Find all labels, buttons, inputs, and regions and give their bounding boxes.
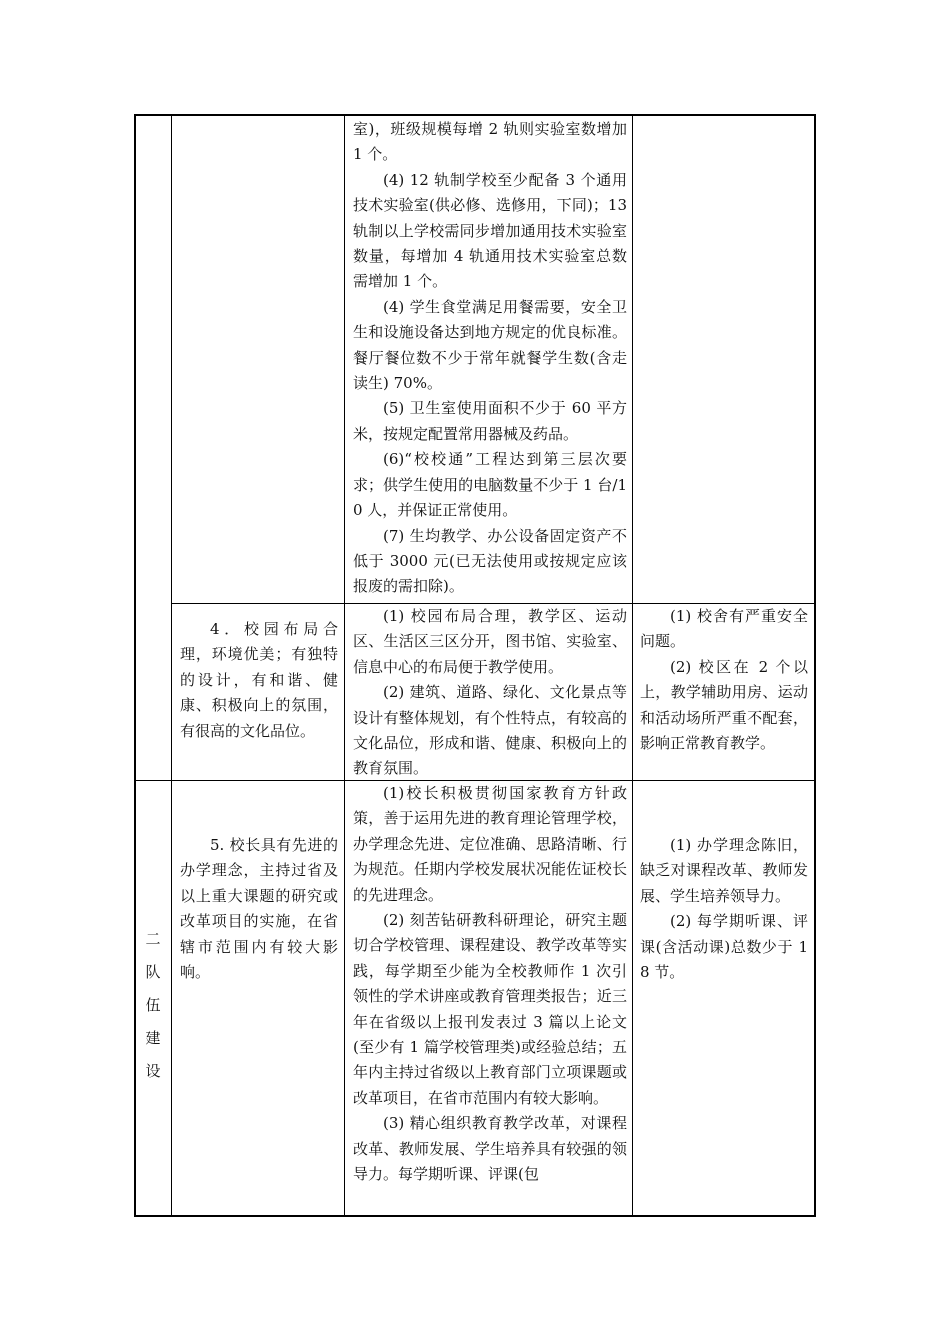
table-col-divider-2 [344,114,345,1216]
requirement-text: 室)，班级规模每增 2 轨则实验室数增加 1 个。 [353,120,627,164]
veto-text: (2) 每学期听课、评课(含活动课)总数少于 18 节。 [640,912,808,982]
requirement-text: (4) 12 轨制学校至少配备 3 个通用技术实验室(供必修、选修用，下同)；13 轨制以上学校需同步增加通用技术实验室数量，每增加 4 轨通用技术实验室总数需增加 1 个。 [353,170,627,291]
requirement-text: (3) 精心组织教育教学改革，对课程改革、教师发展、学生培养具有较强的领导力。每学期听课、评课(包 [353,1114,627,1184]
table-border-top [134,114,816,116]
item4-vetoes-cell [640,604,808,756]
item5-vetoes-cell [640,833,808,985]
veto-text: (1) 办学理念陈旧，缺乏对课程改革、教师发展、学生培养领导力。 [640,836,808,905]
section-label-char: 设 [145,1062,161,1080]
section-label-char: 二 [145,930,161,948]
table-col-divider-1 [171,114,172,1216]
requirement-text: (2) 刻苦钻研教科研理论，研究主题切合学校管理、课程建设、教学改革等实践，每学期至少能为全校教师作 1 次引领性的学术讲座或教育管理类报告；近三年在省级以上报刊发表过 3 篇以上论文(至少有 1 篇学校管理类)或经验总结；五年内主持过省级以上教育部门立项课题或改革项目，在省市范围内有较大影响。 [353,911,627,1107]
item4-requirements-cell [353,604,627,782]
requirement-text: (2) 建筑、道路、绿化、文化景点等设计有整体规划，有个性特点，有较高的文化品位，形成和谐、健康、积极向上的教育氛围。 [353,683,627,778]
table-col-divider-3 [632,114,633,1216]
requirement-text: (1)校长积极贯彻国家教育方针政策，善于运用先进的教育理论管理学校，办学理念先进、定位准确、思路清晰、行为规范。任期内学校发展状况能佐证校长的先进理念。 [353,784,627,904]
table-border-bottom [134,1215,816,1217]
requirement-text: (6)“校校通”工程达到第三层次要求；供学生使用的电脑数量不少于 1 台/10 人，并保证正常使用。 [353,450,627,520]
section-label-char: 伍 [145,996,161,1014]
continuation-requirements-cell [353,117,627,600]
veto-text: (1) 校舍有严重安全问题。 [640,607,808,651]
standard-text: 4．校园布局合理，环境优美；有独特的设计，有和谐、健康、积极向上的氛围，有很高的文化品位。 [180,620,338,740]
section-label-team-building [135,923,171,1088]
table-border-right [814,114,816,1216]
item5-standard-cell [180,833,338,985]
requirement-text: (1) 校园布局合理，教学区、运动区、生活区三区分开，图书馆、实验室、信息中心的布局便于教学使用。 [353,607,627,676]
item4-standard-cell [180,617,338,744]
standard-text: 5. 校长具有先进的办学理念，主持过省及以上重大课题的研究或改革项目的实施，在省辖市范围内有较大影响。 [180,836,338,982]
item5-requirements-cell [353,781,627,1188]
section-label-char: 建 [145,1029,161,1047]
requirement-text: (7) 生均教学、办公设备固定资产不低于 3000 元(已无法使用或按规定应该报废的需扣除)。 [353,526,627,596]
requirement-text: (5) 卫生室使用面积不少于 60 平方米，按规定配置常用器械及药品。 [353,399,627,443]
veto-text: (2) 校区在 2 个以上，教学辅助用房、运动和活动场所严重不配套，影响正常教育教学。 [640,657,808,753]
section-label-char: 队 [145,963,161,981]
requirement-text: (4) 学生食堂满足用餐需要，安全卫生和设施设备达到地方规定的优良标准。餐厅餐位数不少于常年就餐学生数(含走读生) 70%。 [353,297,627,393]
